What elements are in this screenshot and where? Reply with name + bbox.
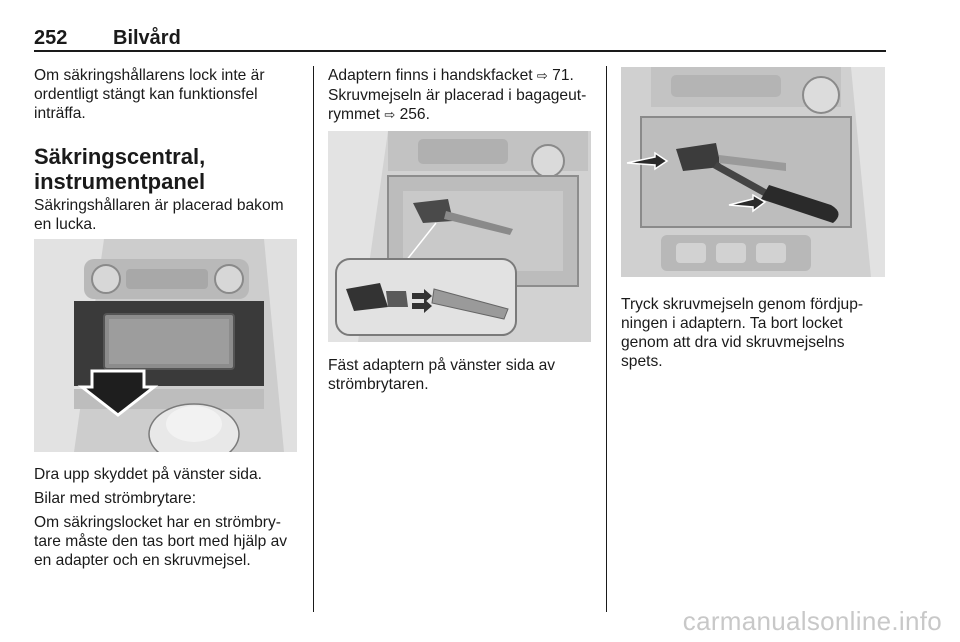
paragraph-switch-cars: Bilar med strömbrytare:	[34, 490, 197, 507]
column-divider	[313, 66, 314, 612]
figure-screwdriver	[621, 67, 885, 277]
figure-caption: Dra upp skyddet på vänster sida.	[34, 466, 262, 483]
section-heading: Säkringscentral, instrumentpanel	[34, 144, 206, 194]
header-rule	[34, 50, 886, 52]
figure-caption: Fäst adaptern på vänster sida av strömbrytaren.	[328, 357, 556, 393]
adapter-location-paragraph: Adaptern finns i handskfacket ⇨ 71. Skruvmejseln är placerad i bagageut- rymmet ⇨ 256.	[328, 67, 587, 123]
watermark: carmanualsonline.info	[682, 606, 942, 636]
column-divider	[606, 66, 607, 612]
section-title: Bilvård	[113, 27, 181, 49]
location-paragraph: Säkringshållaren är placerad bakom en lucka.	[34, 197, 284, 233]
cross-reference-arrow-icon: ⇨	[536, 69, 548, 84]
figure-adapter-attach	[328, 131, 591, 342]
paragraph-adapter-needed: Om säkringslocket har en strömbry- tare måste den tas bort med hjälp av en adapter och en skruvmejsel.	[34, 514, 288, 569]
intro-paragraph: Om säkringshållarens lock inte är ordentligt stängt kan funktionsfel inträffa.	[34, 67, 265, 122]
cross-reference-arrow-icon: ⇨	[384, 108, 396, 123]
figure-fuse-cover	[34, 239, 297, 452]
page-number: 252	[34, 27, 68, 49]
figure-caption: Tryck skruvmejseln genom fördjup- ningen i adaptern. Ta bort locket genom att dra vid skruvmejselns spets.	[621, 296, 864, 370]
